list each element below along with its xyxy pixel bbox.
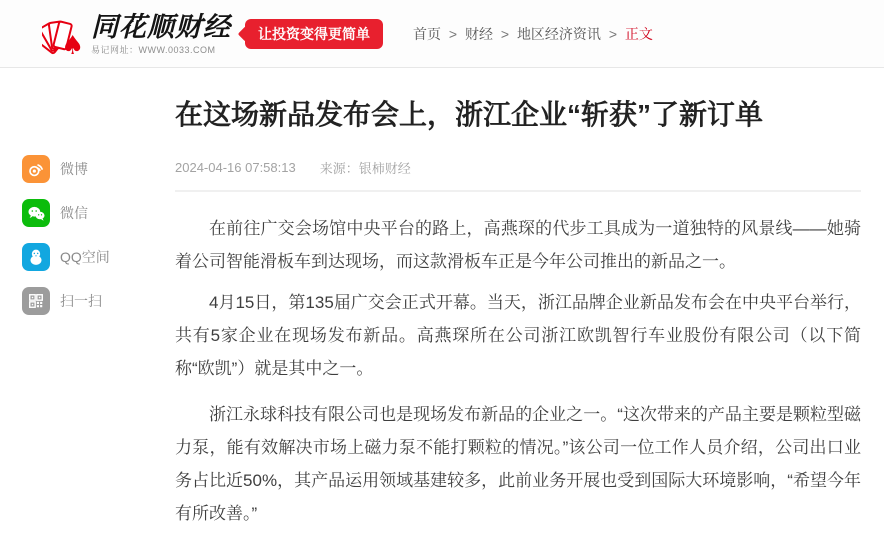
article-body	[175, 212, 861, 530]
svg-text:♠: ♠	[61, 30, 85, 58]
slogan-badge: 让投资变得更简单	[245, 19, 383, 49]
share-qzone-label: QQ空间	[60, 249, 110, 265]
article-title: 在这场新品发布会上，浙江企业“斩获”了新订单	[175, 99, 764, 130]
wechat-icon	[22, 199, 50, 227]
share-weibo-label: 微博	[60, 161, 88, 177]
breadcrumb-separator: >	[500, 25, 510, 42]
share-qzone-button[interactable]	[22, 243, 110, 271]
breadcrumb-separator: >	[448, 25, 458, 42]
breadcrumb-current-article: 正文	[624, 25, 653, 42]
scan-qr-icon	[22, 287, 50, 315]
article-paragraph: 浙江永球科技有限公司也是现场发布新品的企业之一。“这次带来的产品主要是颗粒型磁力泵，能有效解决市场上磁力泵不能打颗粒的情况。”该公司一位工作人员介绍，公司出口业务占比近50%，其产品运用领域基建较多，此前业务开展也受到国际大环境影响，“希望今年有所改善。”	[175, 405, 861, 523]
breadcrumb	[413, 24, 653, 44]
breadcrumb-finance[interactable]: 财经	[464, 25, 493, 42]
logo-title: 同花顺财经	[91, 11, 231, 42]
share-scan-label: 扫一扫	[60, 293, 102, 309]
qq-penguin-icon	[22, 243, 50, 271]
share-wechat-button[interactable]	[22, 199, 110, 227]
share-sidebar	[22, 155, 110, 331]
publish-time: 2024-04-16 07:58:13	[175, 160, 296, 175]
article-meta	[175, 158, 861, 177]
article	[175, 68, 861, 530]
article-paragraph: 4月15日，第135届广交会正式开幕。当天，浙江品牌企业新品发布会在中央平台举行，共有5家企业在现场发布新品。高燕琛所在公司浙江欧凯智行车业股份有限公司（以下简称“欧凯”）就是其中之一。	[175, 293, 861, 378]
ths-cards-spade-icon	[42, 10, 86, 58]
article-paragraph: 在前往广交会场馆中央平台的路上，高燕琛的代步工具成为一道独特的风景线——她骑着公司智能滑板车到达现场，而这款滑板车正是今年公司推出的新品之一。	[175, 219, 861, 271]
breadcrumb-separator: >	[608, 25, 618, 42]
share-weibo-button[interactable]	[22, 155, 110, 183]
site-header	[0, 0, 884, 68]
site-logo[interactable]	[42, 10, 231, 58]
breadcrumb-regional-news[interactable]: 地区经济资讯	[516, 25, 601, 42]
breadcrumb-home[interactable]: 首页	[413, 25, 441, 42]
weibo-icon	[22, 155, 50, 183]
article-source: 来源：银柿财经	[319, 161, 411, 176]
share-wechat-label: 微信	[60, 205, 88, 221]
share-scan-button[interactable]	[22, 287, 110, 315]
logo-subtitle: 易记网址：WWW.0033.COM	[91, 44, 216, 55]
main-content	[0, 68, 884, 530]
meta-divider	[175, 190, 861, 192]
